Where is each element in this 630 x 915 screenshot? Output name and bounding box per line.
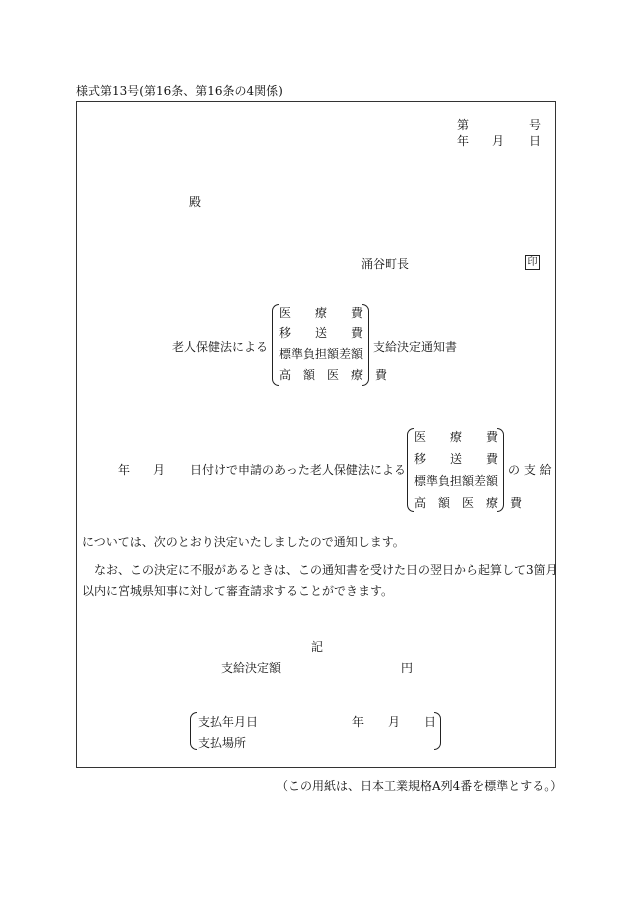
paragraph-appeal-line1: なお、この決定に不服があるときは、この通知書を受けた日の翌日から起算して3箇月 <box>94 563 558 577</box>
body-year: 年 <box>118 463 131 477</box>
body-month: 月 <box>153 463 166 477</box>
number-prefix: 第 <box>457 118 470 132</box>
body-suffix: の 支 給 <box>508 463 552 477</box>
footer-note: （この用紙は、日本工業規格A列4番を標準とする。） <box>276 779 563 793</box>
body-left-bracket <box>407 428 414 512</box>
date-year: 年 <box>457 134 470 148</box>
addressee-suffix: 殿 <box>189 195 202 209</box>
paragraph-appeal-line2: 以内に宮城県知事に対して審査請求することができます。 <box>82 584 394 598</box>
decision-amount-label: 支給決定額 <box>221 661 282 675</box>
body-right-bracket <box>497 428 504 512</box>
payment-year: 年 <box>352 715 365 729</box>
payment-place-label: 支払場所 <box>198 736 247 750</box>
payment-date-label: 支払年月日 <box>198 715 259 729</box>
payment-right-bracket <box>434 712 441 750</box>
seal-mark: 印 <box>525 255 540 270</box>
body-item-medical: 医 療 費 <box>414 430 499 444</box>
title-item-medical: 医 療 費 <box>279 306 364 320</box>
payment-day: 日 <box>424 715 437 729</box>
paragraph-notice: については、次のとおり決定いたしましたので通知します。 <box>82 535 405 549</box>
form-number: 様式第13号(第16条、第16条の4関係) <box>76 84 283 98</box>
yen-label: 円 <box>401 661 414 675</box>
body-item-standard-burden: 標準負担額差額 <box>414 474 499 488</box>
number-suffix: 号 <box>529 118 542 132</box>
title-left-bracket <box>272 304 279 386</box>
record-heading: 記 <box>311 640 324 654</box>
title-item-transport: 移 送 費 <box>279 326 364 340</box>
title-prefix: 老人保健法による <box>172 340 269 354</box>
body-middle: 日付けで申請のあった老人保健法による <box>190 463 406 477</box>
title-item-standard-burden: 標準負担額差額 <box>279 347 364 361</box>
payment-left-bracket <box>190 712 197 750</box>
title-right-bracket <box>362 304 369 386</box>
body-item-high-cost: 高 額 医 療 費 <box>414 496 523 510</box>
date-day: 日 <box>529 134 542 148</box>
issuer: 涌谷町長 <box>361 257 410 271</box>
body-item-transport: 移 送 費 <box>414 452 499 466</box>
payment-month: 月 <box>388 715 401 729</box>
date-month: 月 <box>492 134 505 148</box>
title-item-high-cost: 高 額 医 療 費 <box>279 368 388 382</box>
title-suffix: 支給決定通知書 <box>373 340 458 354</box>
